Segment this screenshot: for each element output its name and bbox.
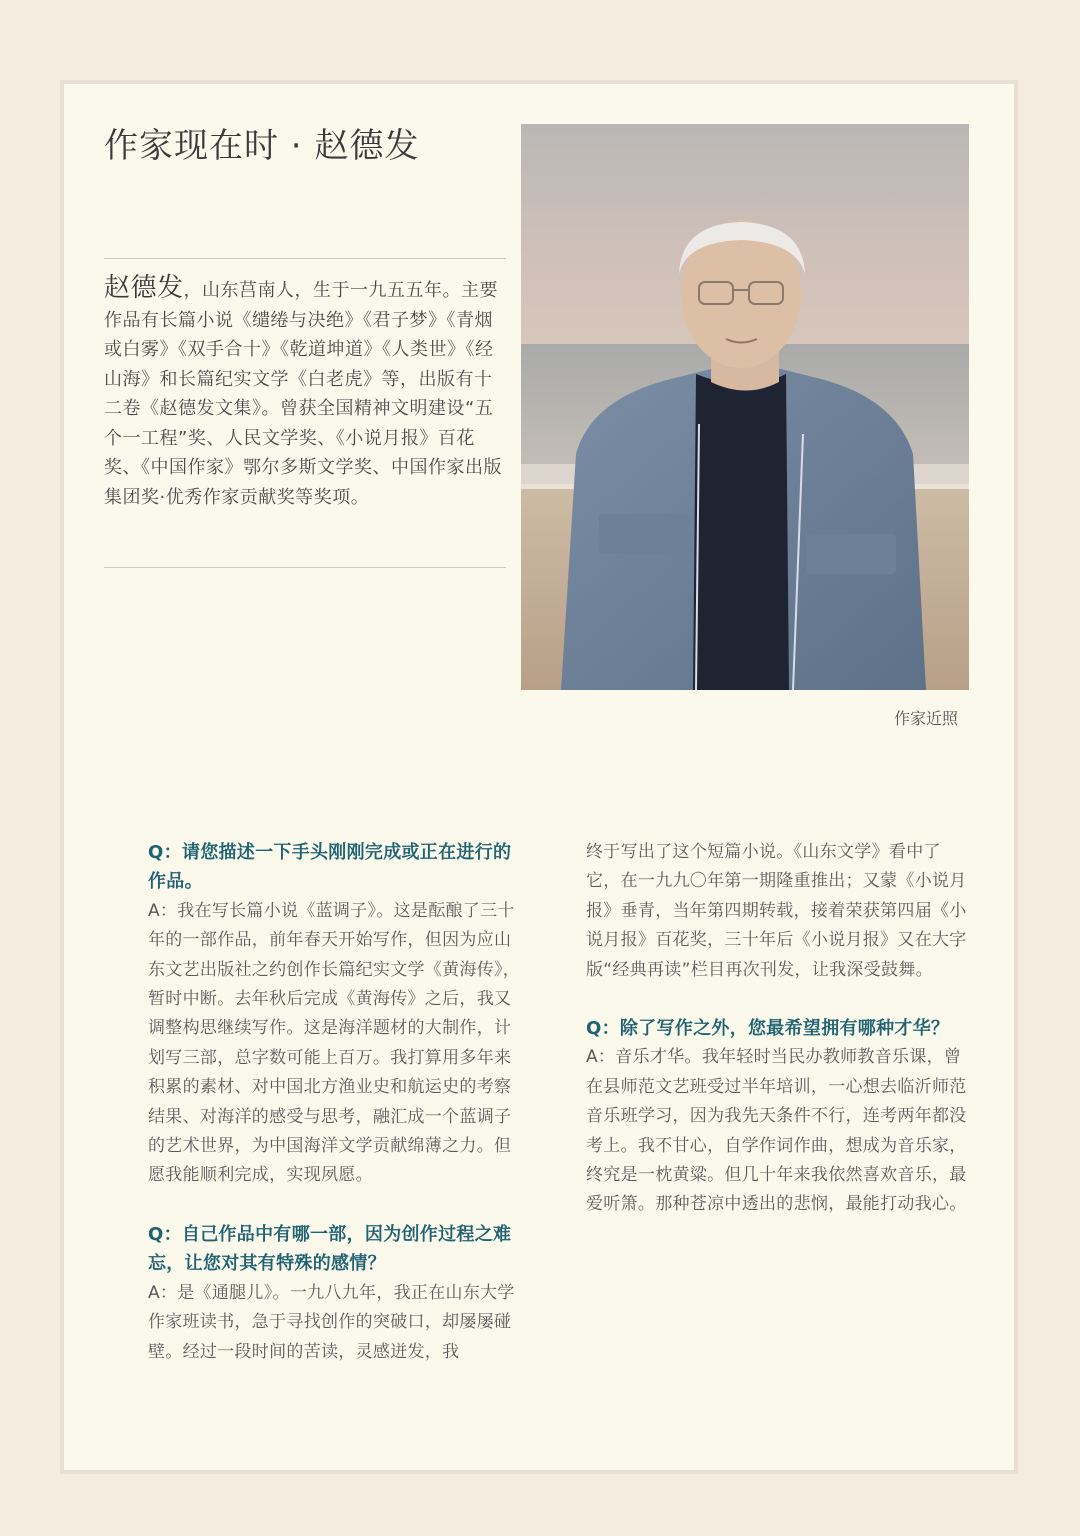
author-name: 赵德发 xyxy=(104,273,184,303)
question-1: Q：请您描述一下手头刚刚完成或正在进行的作品。 xyxy=(148,842,512,893)
author-bio-text: ，山东莒南人，生于一九五五年。主要作品有长篇小说《缱绻与决绝》《君子梦》《青烟或白雾》《双手合十》《乾道坤道》《人类世》《经山海》和长篇纪实文学《白老虎》等，出版有十二卷《赵德发文集》。曾获全国精神文明建设“五个一工程”奖、人民文学奖、《小说月报》百花奖、《中国作家》鄂尔多斯文学奖、中国作家出版集团奖·优秀作家贡献奖等奖项。 xyxy=(104,280,502,508)
answer-1: A：我在写长篇小说《蓝调子》。这是酝酿了三十年的一部作品，前年春天开始写作，但因为应山东文艺出版社之约创作长篇纪实文学《黄海传》，暂时中断。去年秋后完成《黄海传》之后，我又调整构思继续写作。这是海洋题材的大制作，计划写三部，总字数可能上百万。我打算用多年来积累的素材、对中国北方渔业史和航运史的考察结果、对海洋的感受与思考，融汇成一个蓝调子的艺术世界，为中国海洋文学贡献绵薄之力。但愿我能顺利完成，实现夙愿。 xyxy=(148,900,521,1186)
answer-2-part-1: A：是《通腿儿》。一九八九年，我正在山东大学作家班读书，急于寻找创作的突破口，却屡屡碰壁。经过一段时间的苦读，灵感迸发，我 xyxy=(148,1282,515,1362)
author-bio xyxy=(104,274,506,512)
page-title: 作家现在时 · 赵德发 xyxy=(104,126,420,166)
interview-column-right xyxy=(586,838,968,1220)
answer-2-part-2: 终于写出了这个短篇小说。《山东文学》看中了它，在一九九〇年第一期隆重推出；又蒙《小说月报》垂青，当年第四期转载，接着荣获第四届《小说月报》百花奖，三十年后《小说月报》又在大字版“经典再读”栏目再次刊发，让我深受鼓舞。 xyxy=(586,842,967,980)
answer-3: A：音乐才华。我年轻时当民办教师教音乐课，曾在县师范文艺班受过半年培训，一心想去临沂师范音乐班学习，因为我先天条件不行，连考两年都没考上。我不甘心，自学作词作曲，想成为音乐家，终究是一枕黄粱。但几十年来我依然喜欢音乐，最爱听箫。那种苍凉中透出的悲悯，最能打动我心。 xyxy=(586,1047,967,1215)
author-photo xyxy=(521,124,969,690)
question-2: Q：自己作品中有哪一部，因为创作过程之难忘，让您对其有特殊的感情？ xyxy=(148,1223,512,1275)
photo-caption: 作家近照 xyxy=(894,709,959,728)
interview-column-left xyxy=(148,838,526,1367)
question-3: Q：除了写作之外，您最希望拥有哪种才华？ xyxy=(586,1018,950,1040)
divider-bottom xyxy=(104,567,506,568)
divider-top xyxy=(104,258,506,259)
